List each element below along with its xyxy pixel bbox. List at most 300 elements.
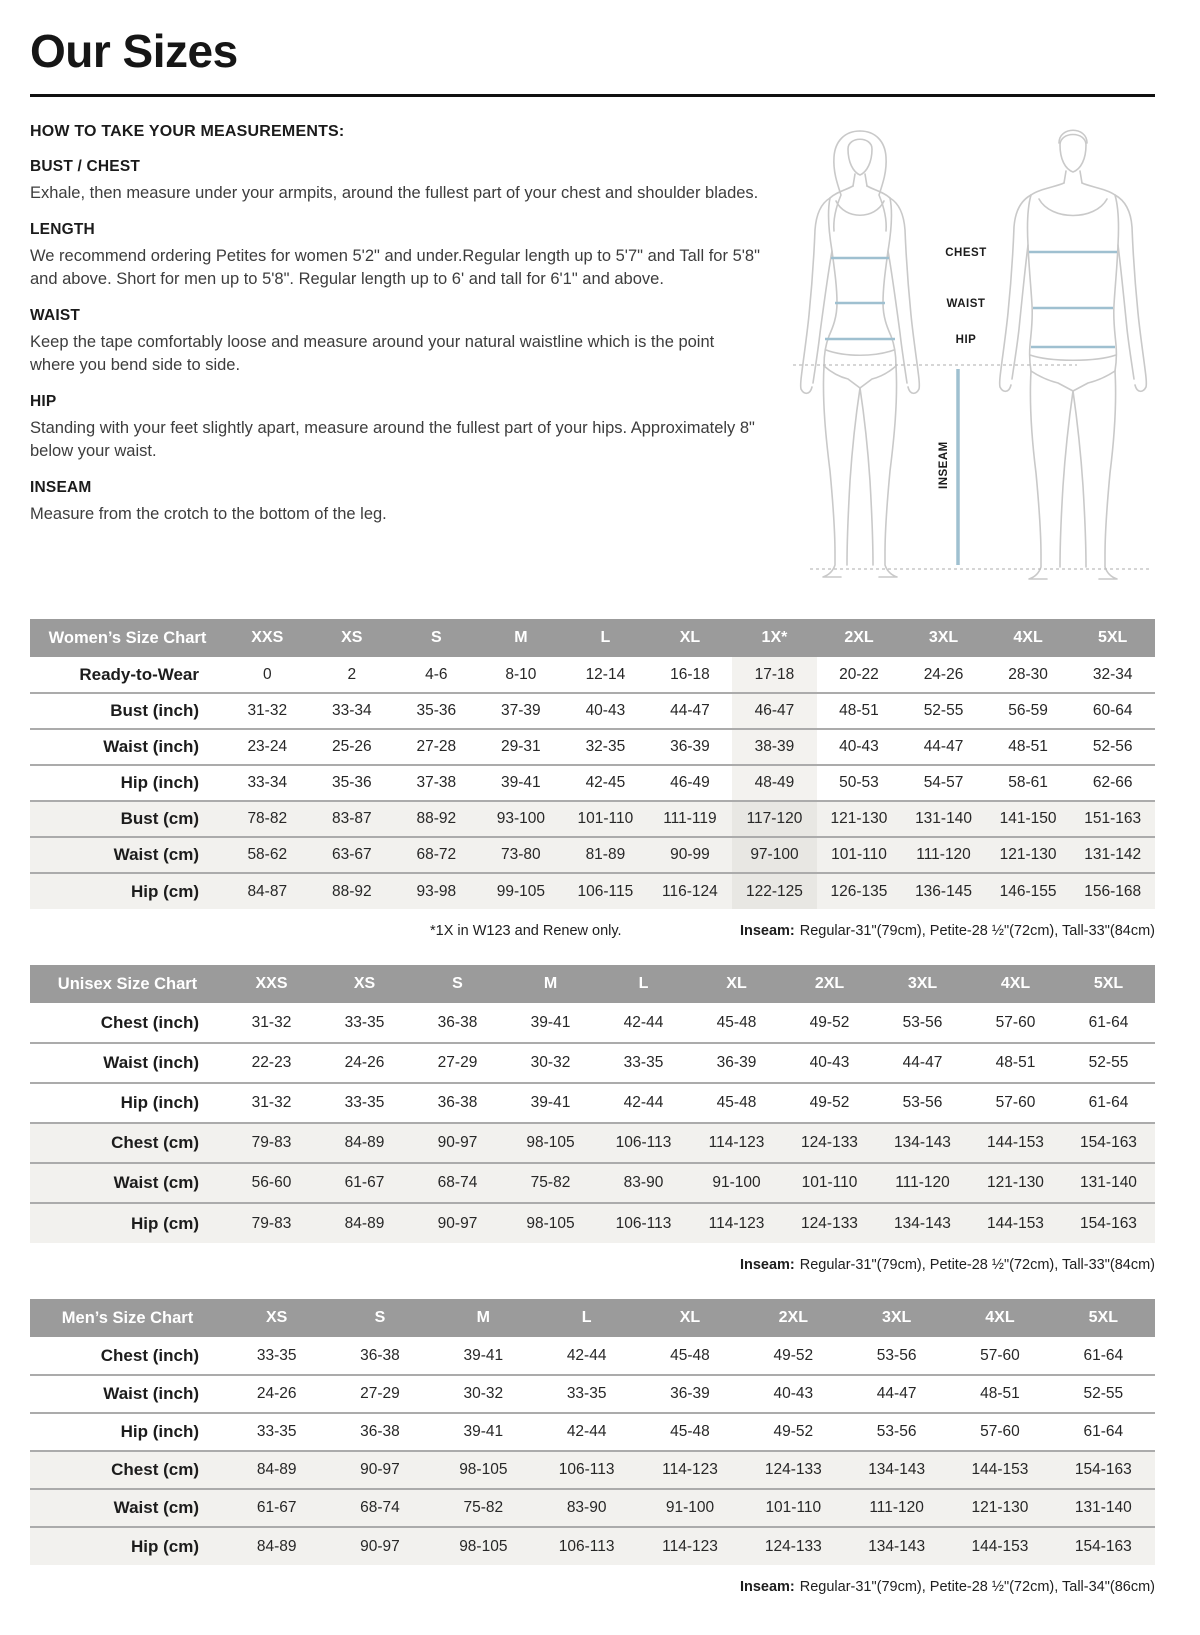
size-cell: 98-105 — [459, 1461, 508, 1478]
size-cell: 93-98 — [416, 882, 457, 900]
size-cell: 28-30 — [1008, 665, 1048, 683]
inseam-footnote-text: Regular-31"(79cm), Petite-28 ½"(72cm), Tall-33"(84cm) — [799, 923, 1155, 939]
size-cell: 50-53 — [839, 774, 879, 791]
size-cell: 44-47 — [876, 1385, 917, 1402]
size-cell: 42-44 — [566, 1346, 607, 1364]
table-row — [30, 729, 1155, 765]
size-cell: 90-97 — [360, 1461, 400, 1478]
column-header-xxs: XXS — [225, 965, 318, 1003]
table-row — [30, 1003, 1155, 1043]
men-size-chart — [30, 1299, 1155, 1565]
table-row — [30, 1527, 1155, 1565]
size-cell: 136-145 — [915, 882, 972, 900]
size-cell: 68-72 — [416, 846, 457, 863]
size-cell: 33-35 — [256, 1423, 297, 1440]
size-cell: 37-38 — [416, 774, 457, 791]
row-label: Waist (inch) — [103, 1053, 199, 1072]
size-cell: 58-62 — [247, 846, 288, 863]
size-cell: 52-55 — [1088, 1054, 1129, 1071]
size-cell: 42-44 — [566, 1423, 607, 1440]
size-cell: 117-120 — [732, 801, 817, 837]
how-to-heading: HOW TO TAKE YOUR MEASUREMENTS: — [30, 123, 345, 140]
column-header-xxs: XXS — [225, 619, 310, 657]
size-cell: 57-60 — [995, 1013, 1036, 1031]
size-cell: 54-57 — [923, 774, 964, 791]
size-cell: 93-100 — [496, 810, 545, 827]
size-cell: 88-92 — [331, 882, 372, 900]
size-cell: 75-82 — [463, 1499, 504, 1516]
size-cell: 114-123 — [708, 1214, 765, 1232]
inseam-footnote-label: Inseam: — [739, 923, 795, 939]
size-cell: 114-123 — [708, 1134, 765, 1151]
measurement-diagram — [775, 119, 1155, 593]
size-cell: 79-83 — [251, 1134, 292, 1151]
size-cell: 124-133 — [764, 1537, 822, 1555]
women-1x-footnote: *1X in W123 and Renew only. — [430, 923, 622, 939]
size-cell: 33-34 — [331, 702, 372, 719]
row-label: Hip (inch) — [120, 1422, 199, 1441]
size-cell: 52-56 — [1092, 738, 1133, 755]
size-cell: 27-28 — [416, 738, 457, 755]
size-cell: 134-143 — [894, 1214, 951, 1232]
column-header-5xl: 5XL — [1052, 1299, 1155, 1337]
unisex-size-chart-block — [30, 965, 1155, 1273]
column-header-l: L — [597, 965, 690, 1003]
size-cell: 124-133 — [764, 1461, 822, 1478]
size-cell: 12-14 — [585, 665, 626, 683]
size-cell: 36-39 — [670, 738, 710, 755]
size-cell: 124-133 — [801, 1214, 858, 1232]
size-cell: 24-26 — [923, 665, 964, 683]
size-cell: 144-153 — [971, 1537, 1029, 1555]
row-label: Hip (inch) — [120, 1093, 199, 1112]
size-cell: 99-105 — [496, 882, 545, 900]
chest-label: CHEST — [945, 247, 987, 259]
size-cell: 36-38 — [360, 1346, 400, 1364]
row-label: Ready-to-Wear — [79, 664, 199, 684]
size-cell: 116-124 — [662, 882, 718, 900]
size-cell: 4-6 — [425, 665, 448, 683]
size-cell: 84-89 — [256, 1461, 297, 1478]
column-header-5xl: 5XL — [1062, 965, 1155, 1003]
size-cell: 63-67 — [331, 846, 372, 863]
size-cell: 79-83 — [251, 1214, 292, 1232]
size-cell: 23-24 — [247, 738, 288, 755]
size-cell: 35-36 — [331, 774, 372, 791]
column-header-2xl: 2XL — [783, 965, 876, 1003]
table-row — [30, 693, 1155, 729]
size-cell: 20-22 — [839, 665, 879, 683]
size-cell: 61-67 — [344, 1174, 385, 1191]
column-header-s: S — [328, 1299, 431, 1337]
size-cell: 33-35 — [566, 1385, 607, 1402]
size-cell: 36-38 — [437, 1013, 478, 1031]
size-cell: 156-168 — [1084, 882, 1142, 900]
size-cell: 46-47 — [732, 693, 817, 729]
size-cell: 58-61 — [1008, 774, 1048, 791]
size-cell: 126-135 — [830, 882, 888, 900]
size-cell: 48-51 — [980, 1385, 1020, 1402]
table-row — [30, 1375, 1155, 1413]
size-cell: 40-43 — [809, 1054, 850, 1071]
size-cell: 52-55 — [923, 702, 964, 719]
size-cell: 106-115 — [577, 882, 634, 900]
size-cell: 91-100 — [665, 1499, 715, 1516]
size-cell: 111-120 — [895, 1174, 950, 1191]
row-label: Waist (cm) — [113, 1498, 199, 1517]
size-cell: 40-43 — [585, 702, 626, 719]
size-cell: 141-150 — [999, 810, 1057, 827]
row-label: Waist (inch) — [103, 1384, 199, 1403]
size-cell: 111-120 — [869, 1499, 924, 1516]
section-length — [30, 221, 775, 290]
row-label: Waist (inch) — [103, 737, 199, 756]
women-size-chart — [30, 619, 1155, 909]
size-cell: 68-74 — [360, 1499, 400, 1516]
size-cell: 154-163 — [1074, 1537, 1132, 1555]
measurement-instructions — [30, 119, 775, 526]
column-header-xs: XS — [310, 619, 395, 657]
size-cell: 101-110 — [765, 1499, 822, 1516]
table-row — [30, 1451, 1155, 1489]
size-cell: 24-26 — [256, 1385, 297, 1402]
section-heading: BUST / CHEST — [30, 158, 141, 175]
section-hip — [30, 393, 775, 462]
woman-figure-outline — [801, 131, 920, 577]
row-label: Chest (inch) — [100, 1345, 199, 1365]
size-cell: 57-60 — [980, 1423, 1020, 1440]
table-row — [30, 1163, 1155, 1203]
size-cell: 36-38 — [360, 1423, 400, 1440]
table-row — [30, 837, 1155, 873]
size-cell: 44-47 — [670, 702, 710, 719]
size-cell: 83-90 — [566, 1499, 607, 1516]
size-cell: 2 — [347, 665, 357, 683]
size-cell: 131-140 — [915, 810, 972, 827]
column-header-3xl: 3XL — [845, 1299, 948, 1337]
men-table-title: Men’s Size Chart — [30, 1299, 225, 1337]
size-cell: 106-113 — [558, 1537, 615, 1555]
section-body: Exhale, then measure under your armpits, around the fullest part of your chest and shoulder blades. — [30, 184, 759, 202]
size-cell: 30-32 — [463, 1385, 504, 1402]
size-cell: 33-35 — [344, 1094, 385, 1111]
section-bust-chest — [30, 158, 775, 204]
column-header-xl: XL — [648, 619, 733, 657]
size-cell: 78-82 — [247, 810, 288, 827]
size-cell: 25-26 — [331, 738, 372, 755]
size-cell: 42-45 — [585, 774, 626, 791]
size-cell: 33-35 — [344, 1013, 385, 1031]
section-heading: HIP — [30, 393, 57, 411]
size-cell: 61-64 — [1083, 1346, 1124, 1364]
size-cell: 33-35 — [623, 1054, 664, 1071]
size-cell: 37-39 — [501, 702, 541, 719]
size-cell: 32-35 — [585, 738, 626, 755]
size-cell: 49-52 — [773, 1423, 814, 1440]
size-cell: 39-41 — [463, 1346, 504, 1364]
table-row — [30, 1083, 1155, 1123]
section-body: We recommend ordering Petites for women 5'2" and under.Regular length up to 5'7" and Tall for 5'8" and above. Short for men up to 5'8". Regular length up to 6' and tall for 6'1" and above. — [30, 247, 760, 288]
column-header-l: L — [535, 1299, 638, 1337]
size-cell: 83-87 — [331, 810, 372, 827]
column-header-xs: XS — [318, 965, 411, 1003]
size-cell: 29-31 — [501, 738, 541, 755]
section-body: Standing with your feet slightly apart, measure around the fullest part of your hips. Approximately 8" below your waist. — [30, 419, 755, 460]
table-row — [30, 1489, 1155, 1527]
size-cell: 84-89 — [344, 1134, 385, 1151]
section-inseam — [30, 479, 775, 525]
column-header-3xl: 3XL — [876, 965, 969, 1003]
unisex-table — [30, 965, 1155, 1243]
man-figure-outline — [1000, 130, 1147, 579]
row-label: Hip (cm) — [131, 881, 199, 901]
unisex-inseam-footnote — [740, 1257, 1155, 1273]
size-cell: 61-64 — [1083, 1423, 1124, 1440]
size-cell: 131-140 — [1080, 1174, 1137, 1191]
size-cell: 114-123 — [662, 1537, 718, 1555]
unisex-table-title: Unisex Size Chart — [30, 965, 225, 1003]
section-body: Measure from the crotch to the bottom of the leg. — [30, 505, 387, 524]
table-row — [30, 1337, 1155, 1375]
size-cell: 101-110 — [831, 846, 887, 863]
size-cell: 16-18 — [670, 665, 710, 683]
size-cell: 45-48 — [716, 1013, 757, 1031]
size-cell: 88-92 — [416, 810, 457, 827]
unisex-size-chart — [30, 965, 1155, 1243]
size-cell: 40-43 — [839, 738, 879, 755]
size-cell: 49-52 — [773, 1346, 814, 1364]
column-header-s: S — [394, 619, 479, 657]
size-cell: 39-41 — [530, 1013, 571, 1031]
size-cell: 121-130 — [830, 810, 888, 827]
men-size-chart-block — [30, 1299, 1155, 1595]
body-measurement-figures — [775, 121, 1155, 593]
size-cell: 131-140 — [1074, 1499, 1132, 1516]
unisex-footnotes — [30, 1257, 1155, 1273]
row-label: Chest (cm) — [111, 1460, 199, 1479]
size-cell: 48-49 — [732, 765, 817, 801]
size-cell: 33-35 — [256, 1346, 297, 1364]
size-cell: 46-49 — [670, 774, 710, 791]
size-cell: 114-123 — [662, 1461, 718, 1478]
column-header-xs: XS — [225, 1299, 328, 1337]
size-cell: 134-143 — [894, 1134, 951, 1151]
size-cell: 38-39 — [732, 729, 817, 765]
women-inseam-footnote — [740, 923, 1155, 939]
size-cell: 53-56 — [876, 1423, 917, 1440]
column-header-m: M — [479, 619, 564, 657]
size-cell: 98-105 — [526, 1214, 575, 1232]
row-label: Bust (cm) — [120, 809, 199, 828]
size-cell: 53-56 — [876, 1346, 917, 1364]
title-divider — [30, 94, 1155, 97]
size-cell: 90-97 — [360, 1537, 400, 1555]
table-row — [30, 1043, 1155, 1083]
size-cell: 122-125 — [732, 873, 817, 909]
column-header-1x: 1X* — [732, 619, 817, 657]
page-title: Our Sizes — [30, 25, 238, 77]
inseam-footnote-label: Inseam: — [739, 1579, 795, 1595]
column-header-m: M — [504, 965, 597, 1003]
size-cell: 106-113 — [558, 1461, 615, 1478]
size-cell: 106-113 — [615, 1214, 672, 1232]
men-table — [30, 1299, 1155, 1565]
size-cell: 154-163 — [1074, 1461, 1132, 1478]
size-cell: 27-29 — [360, 1385, 400, 1402]
size-cell: 33-34 — [247, 774, 288, 791]
size-cell: 60-64 — [1092, 702, 1133, 719]
table-row — [30, 765, 1155, 801]
size-cell: 31-32 — [251, 1013, 292, 1031]
column-header-2xl: 2XL — [817, 619, 902, 657]
men-inseam-footnote — [740, 1579, 1155, 1595]
row-label: Chest (cm) — [111, 1133, 199, 1152]
women-footnotes — [30, 923, 1155, 939]
size-cell: 73-80 — [501, 846, 541, 863]
size-cell: 17-18 — [732, 657, 817, 693]
size-cell: 39-41 — [530, 1094, 571, 1111]
size-cell: 90-99 — [670, 846, 710, 863]
size-cell: 101-110 — [577, 810, 634, 827]
table-row — [30, 1203, 1155, 1243]
size-cell: 97-100 — [732, 837, 817, 873]
size-cell: 134-143 — [868, 1537, 926, 1555]
column-header-m: M — [432, 1299, 535, 1337]
size-cell: 131-142 — [1084, 846, 1142, 863]
row-label: Hip (inch) — [120, 773, 199, 792]
size-cell: 22-23 — [251, 1054, 292, 1071]
size-cell: 57-60 — [980, 1346, 1020, 1364]
size-cell: 121-130 — [971, 1499, 1029, 1516]
size-cell: 144-153 — [971, 1461, 1029, 1478]
inseam-footnote-label: Inseam: — [739, 1257, 795, 1273]
size-cell: 154-163 — [1080, 1134, 1137, 1151]
size-cell: 8-10 — [505, 665, 537, 683]
column-header-xl: XL — [638, 1299, 741, 1337]
women-table — [30, 619, 1155, 909]
size-cell: 44-47 — [902, 1054, 943, 1071]
section-body: Keep the tape comfortably loose and measure around your natural waistline which is the point where you bend side to side. — [30, 333, 715, 374]
size-cell: 48-51 — [1008, 738, 1048, 755]
size-cell: 57-60 — [995, 1094, 1036, 1111]
size-cell: 98-105 — [459, 1537, 508, 1555]
size-cell: 90-97 — [437, 1134, 478, 1151]
table-row — [30, 1413, 1155, 1451]
size-cell: 24-26 — [344, 1054, 385, 1071]
size-cell: 39-41 — [501, 774, 541, 791]
column-header-4xl: 4XL — [948, 1299, 1051, 1337]
measurement-intro — [30, 119, 1155, 593]
inseam-label: INSEAM — [938, 441, 950, 489]
size-cell: 49-52 — [809, 1013, 850, 1031]
size-cell: 154-163 — [1080, 1214, 1137, 1232]
table-row — [30, 801, 1155, 837]
size-cell: 30-32 — [530, 1054, 571, 1071]
size-cell: 36-39 — [670, 1385, 710, 1402]
size-cell: 49-52 — [809, 1094, 850, 1111]
size-cell: 40-43 — [773, 1385, 814, 1402]
waist-label: WAIST — [946, 298, 986, 310]
size-cell: 31-32 — [247, 702, 288, 719]
size-cell: 45-48 — [716, 1094, 757, 1111]
size-cell: 61-64 — [1088, 1013, 1129, 1031]
row-label: Waist (cm) — [113, 1173, 199, 1192]
inseam-footnote-text: Regular-31"(79cm), Petite-28 ½"(72cm), Tall-33"(84cm) — [799, 1257, 1155, 1273]
section-heading: WAIST — [30, 307, 81, 325]
size-cell: 84-89 — [256, 1537, 297, 1555]
size-cell: 81-89 — [585, 846, 626, 863]
size-cell: 45-48 — [670, 1423, 710, 1440]
size-cell: 36-39 — [716, 1054, 757, 1071]
column-header-xl: XL — [690, 965, 783, 1003]
size-cell: 84-89 — [344, 1214, 385, 1232]
size-cell: 61-64 — [1088, 1094, 1129, 1111]
size-cell: 61-67 — [256, 1499, 297, 1516]
size-cell: 36-38 — [437, 1094, 478, 1111]
size-cell: 42-44 — [623, 1094, 664, 1111]
size-cell: 48-51 — [839, 702, 879, 719]
table-row — [30, 873, 1155, 909]
size-cell: 84-87 — [247, 882, 288, 900]
size-cell: 124-133 — [801, 1134, 858, 1151]
size-cell: 111-120 — [916, 846, 971, 863]
row-label: Chest (inch) — [100, 1012, 199, 1032]
size-cell: 111-119 — [663, 810, 717, 827]
size-cell: 144-153 — [987, 1134, 1044, 1151]
size-cell: 121-130 — [999, 846, 1057, 863]
size-cell: 121-130 — [987, 1174, 1044, 1191]
table-row — [30, 657, 1155, 693]
size-cell: 90-97 — [437, 1214, 478, 1232]
women-size-chart-block — [30, 619, 1155, 939]
women-table-title: Women’s Size Chart — [30, 619, 225, 657]
size-cell: 53-56 — [902, 1013, 943, 1031]
size-cell: 75-82 — [530, 1174, 571, 1191]
size-cell: 91-100 — [712, 1174, 761, 1191]
row-label: Hip (cm) — [131, 1213, 199, 1233]
size-cell: 32-34 — [1092, 665, 1133, 683]
column-header-5xl: 5XL — [1070, 619, 1155, 657]
column-header-4xl: 4XL — [986, 619, 1071, 657]
size-cell: 134-143 — [868, 1461, 926, 1478]
column-header-2xl: 2XL — [742, 1299, 845, 1337]
section-heading: INSEAM — [30, 479, 92, 497]
size-cell: 83-90 — [623, 1174, 664, 1191]
column-header-s: S — [411, 965, 504, 1003]
row-label: Bust (inch) — [110, 701, 199, 720]
column-header-3xl: 3XL — [901, 619, 986, 657]
size-cell: 151-163 — [1084, 810, 1142, 827]
size-cell: 101-110 — [801, 1174, 858, 1191]
size-cell: 53-56 — [902, 1094, 943, 1111]
size-cell: 98-105 — [526, 1134, 575, 1151]
size-cell: 27-29 — [437, 1054, 478, 1071]
table-row — [30, 1123, 1155, 1163]
men-footnotes — [30, 1579, 1155, 1595]
column-header-l: L — [563, 619, 648, 657]
size-cell: 52-55 — [1083, 1385, 1124, 1402]
size-cell: 42-44 — [623, 1013, 664, 1031]
row-label: Hip (cm) — [131, 1536, 199, 1556]
size-cell: 31-32 — [251, 1094, 292, 1111]
column-header-4xl: 4XL — [969, 965, 1062, 1003]
section-waist — [30, 307, 775, 376]
size-cell: 68-74 — [437, 1174, 478, 1191]
size-cell: 39-41 — [463, 1423, 504, 1440]
size-cell: 62-66 — [1092, 774, 1133, 791]
size-cell: 45-48 — [670, 1346, 710, 1364]
size-cell: 106-113 — [615, 1134, 672, 1151]
